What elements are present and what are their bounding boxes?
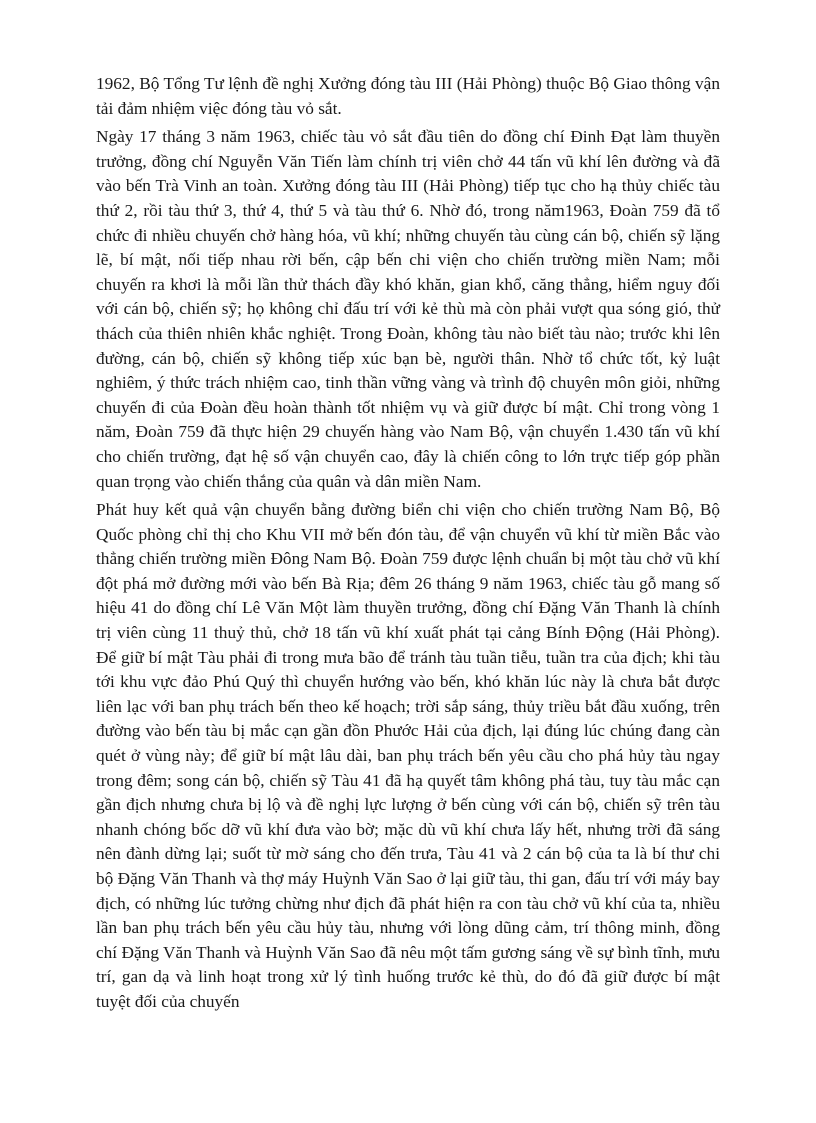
paragraph: Phát huy kết quả vận chuyển bằng đường biển chi viện cho chiến trường Nam Bộ, Bộ Quốc phòng chỉ thị cho Khu VII mở bến đón tàu, để vận chuyển vũ khí từ miền Bắc vào thẳng chiến trường miền Đông Nam Bộ. Đoàn 759 được lệnh chuẩn bị một tàu chở vũ khí đột phá mở đường mới vào bến Bà Rịa; đêm 26 tháng 9 năm 1963, chiếc tàu gỗ mang số hiệu 41 do đồng chí Lê Văn Một làm thuyền trưởng, đồng chí Đặng Văn Thanh là chính trị viên cùng 11 thuỷ thủ, chở 18 tấn vũ khí xuất phát tại cảng Bính Động (Hải Phòng). Để giữ bí mật Tàu phải đi trong mưa bão để tránh tàu tuần tiễu, tuần tra của địch; khi tàu tới khu vực đảo Phú Quý thì chuyển hướng vào bến, khó khăn lúc này là chưa bắt được liên lạc với ban phụ trách bến theo kế hoạch; trời sắp sáng, thủy triều bắt đầu xuống, trên đường vào bến tàu bị mắc cạn gần đồn Phước Hải của địch, lại đúng lúc chúng đang càn quét ở vùng này; để giữ bí mật lâu dài, ban phụ trách bến yêu cầu cho phá hủy tàu ngay trong đêm; song cán bộ, chiến sỹ Tàu 41 đã hạ quyết tâm không phá tàu, tuy tàu mắc cạn gần địch nhưng chưa bị lộ và đề nghị lực lượng ở bến cùng với cán bộ, chiến sỹ trên tàu nhanh chóng bốc dỡ vũ khí đưa vào bờ; mặc dù vũ khí chưa lấy hết, nhưng trời đã sáng nên đành dừng lại; suốt từ mờ sáng cho đến trưa, Tàu 41 và 2 cán bộ của ta là bí thư chi bộ Đặng Văn Thanh và thợ máy Huỳnh Văn Sao ở lại giữ tàu, thi gan, đấu trí với máy bay địch, có những lúc tưởng chừng như địch đã phát hiện ra con tàu chở vũ khí của ta, nhiều lần ban phụ trách bến yêu cầu hủy tàu, nhưng với lòng dũng cảm, trí thông minh, đồng chí Đặng Văn Thanh và Huỳnh Văn Sao đã nêu một tấm gương sáng về sự bình tĩnh, mưu trí, gan dạ và linh hoạt trong xử lý tình huống trước kẻ thù, do đó đã giữ được bí mật tuyệt đối của chuyến <box>96 500 720 1011</box>
document-body <box>96 72 720 1015</box>
paragraph: Ngày 17 tháng 3 năm 1963, chiếc tàu vỏ sắt đầu tiên do đồng chí Đinh Đạt làm thuyền trưởng, đồng chí Nguyễn Văn Tiến làm chính trị viên chở 44 tấn vũ khí lên đường và đã vào bến Trà Vinh an toàn. Xưởng đóng tàu III (Hải Phòng) tiếp tục cho hạ thủy chiếc tàu thứ 2, rồi tàu thứ 3, thứ 4, thứ 5 và tàu thứ 6. Nhờ đó, trong năm1963, Đoàn 759 đã tổ chức đi nhiều chuyến chở hàng hóa, vũ khí; những chuyến tàu cùng cán bộ, chiến sỹ lặng lẽ, bí mật, nối tiếp nhau rời bến, cập bến chi viện cho chiến trường miền Nam; mỗi chuyến ra khơi là mỗi lần thử thách đầy khó khăn, gian khổ, căng thẳng, hiểm nguy đối với cán bộ, chiến sỹ; họ không chỉ đấu trí với kẻ thù mà còn phải vượt qua sóng gió, thử thách của thiên nhiên khắc nghiệt. Trong Đoàn, không tàu nào biết tàu nào; trước khi lên đường, cán bộ, chiến sỹ không tiếp xúc bạn bè, người thân. Nhờ tổ chức tốt, kỷ luật nghiêm, ý thức trách nhiệm cao, tinh thần vững vàng và trình độ chuyên môn giỏi, những chuyến đi của Đoàn đều hoàn thành tốt nhiệm vụ và giữ được bí mật. Chỉ trong vòng 1 năm, Đoàn 759 đã thực hiện 29 chuyến hàng vào Nam Bộ, vận chuyển 1.430 tấn vũ khí cho chiến trường, đạt hệ số vận chuyển cao, đây là chiến công to lớn trực tiếp góp phần quan trọng vào chiến thắng của quân và dân miền Nam. <box>96 127 720 491</box>
paragraph: 1962, Bộ Tổng Tư lệnh đề nghị Xưởng đóng tàu III (Hải Phòng) thuộc Bộ Giao thông vận tải đảm nhiệm việc đóng tàu vỏ sắt. <box>96 74 720 118</box>
